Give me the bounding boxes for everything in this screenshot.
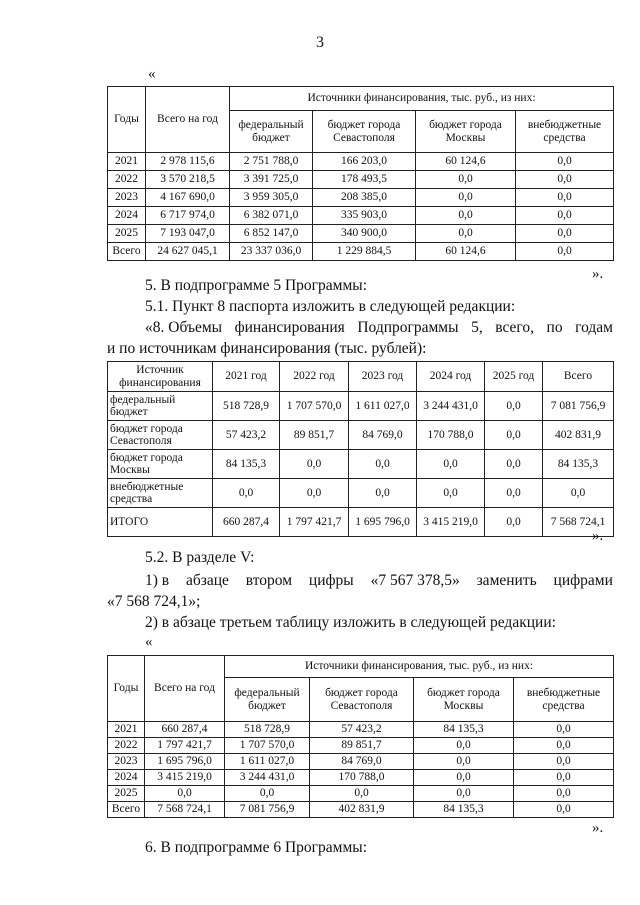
table-cell: 660 287,4 [145,722,225,738]
table-cell: 0,0 [414,770,514,786]
table-row [108,770,614,786]
table-cell: 0,0 [417,450,485,479]
table-row [108,754,614,770]
table-cell: 335 903,0 [313,207,416,225]
table-cell: 2 751 788,0 [230,153,313,171]
paragraph-8-line2: и по источникам финансирования (тыс. рублей): [107,340,427,357]
paragraph-5-2-2: 2) в абзаце третьем таблицу изложить в следующей редакции: [145,614,556,631]
table-cell: 2 978 115,6 [146,153,230,171]
header-2023: 2023 год [349,362,417,392]
table-cell: 7 568 724,1 [543,508,614,537]
quote-open-3: « [145,634,153,650]
row-label: 2024 [108,207,146,225]
word: абзаце [185,572,229,589]
word: всего, [495,319,534,336]
table-cell: 0,0 [280,479,349,508]
table-cell: 178 493,5 [313,171,416,189]
header-total: Всего на год [146,87,230,153]
table-cell: 57 423,2 [213,421,280,450]
table-cell: 23 337 036,0 [230,243,313,261]
table-cell: 6 852 147,0 [230,225,313,243]
row-label: 2025 [108,225,146,243]
header-2021: 2021 год [213,362,280,392]
row-label: федеральный бюджет [108,392,213,421]
word: «7 567 378,5» [370,572,460,589]
paragraph-6: 6. В подпрограмме 6 Программы: [145,839,367,856]
table-financing-subprogram5 [107,361,614,537]
table-cell: 24 627 045,1 [146,243,230,261]
row-label: 2023 [108,189,146,207]
table-row [108,189,614,207]
table-cell: 0,0 [514,786,614,802]
table-row [108,508,614,537]
word: цифры [308,572,354,589]
table-cell: 0,0 [280,450,349,479]
row-label: 2023 [108,754,145,770]
table-cell: 0,0 [516,207,614,225]
word: годам [575,319,613,336]
table-cell: 660 287,4 [213,508,280,537]
table-cell: 170 788,0 [310,770,414,786]
paragraph-5-2-1-line1 [145,571,613,591]
quote-open: « [148,66,156,82]
table-cell: 0,0 [516,171,614,189]
table-cell: 3 244 431,0 [417,392,485,421]
table-row [108,786,614,802]
header-years: Годы [108,87,146,153]
table-cell: 0,0 [414,754,514,770]
header-2022: 2022 год [280,362,349,392]
row-label: 2021 [108,153,146,171]
table-cell: 57 423,2 [310,722,414,738]
table-cell: 0,0 [349,450,417,479]
quote-close-2: ». [592,528,604,544]
header-moscow: бюджет города Москвы [416,111,516,153]
row-label: ИТОГО [108,508,213,537]
paragraph-8-line1 [145,318,613,338]
table-cell: 3 244 431,0 [225,770,310,786]
word: заменить [476,572,537,589]
table-cell: 1 797 421,7 [280,508,349,537]
paragraph-5-2: 5.2. В разделе V: [145,549,255,566]
table-row [108,243,614,261]
word: Подпрограммы [357,319,459,336]
table-cell: 89 851,7 [310,738,414,754]
table-cell: 1 695 796,0 [145,754,225,770]
table-cell: 7 568 724,1 [145,802,225,818]
header-moscow: бюджет города Москвы [414,678,514,722]
table-cell: 1 229 884,5 [313,243,416,261]
table-row [108,421,614,450]
table-cell: 0,0 [416,207,516,225]
table-row [108,802,614,818]
table-cell: 84 769,0 [310,754,414,770]
row-label: бюджет города Москвы [108,450,213,479]
paragraph-5: 5. В подпрограмме 5 Программы: [145,277,367,294]
table-cell: 60 124,6 [416,153,516,171]
row-label: 2022 [108,738,145,754]
table-cell: 4 167 690,0 [146,189,230,207]
table-cell: 84 135,3 [213,450,280,479]
header-2025: 2025 год [485,362,543,392]
table-cell: 0,0 [514,754,614,770]
table-cell: 3 415 219,0 [417,508,485,537]
table-cell: 1 611 027,0 [225,754,310,770]
table-cell: 0,0 [514,770,614,786]
table-cell: 0,0 [516,189,614,207]
row-label: 2025 [108,786,145,802]
table-cell: 0,0 [516,153,614,171]
table-cell: 0,0 [416,189,516,207]
table-cell: 3 570 218,5 [146,171,230,189]
row-label: внебюджетные средства [108,479,213,508]
table-cell: 0,0 [516,225,614,243]
word: по [546,319,563,336]
header-2024: 2024 год [417,362,485,392]
word: втором [245,572,293,589]
table-cell: 3 959 305,0 [230,189,313,207]
table-cell: 0,0 [145,786,225,802]
header-sevastopol: бюджет города Севастополя [313,111,416,153]
table-cell: 84 135,3 [414,722,514,738]
table-cell: 7 081 756,9 [225,802,310,818]
table-cell: 0,0 [416,225,516,243]
table-cell: 7 193 047,0 [146,225,230,243]
paragraph-5-2-1-line2: «7 568 724,1»; [107,593,201,610]
table-row [108,479,614,508]
table-cell: 7 081 756,9 [543,392,614,421]
table-cell: 0,0 [417,479,485,508]
header-years: Годы [108,656,145,722]
table-row [108,153,614,171]
table-cell: 0,0 [514,738,614,754]
word: цифрами [553,572,613,589]
header-extrabudget: внебюджетные средства [516,111,614,153]
header-extrabudget: внебюджетные средства [514,678,614,722]
table-cell: 0,0 [416,171,516,189]
table-cell: 340 900,0 [313,225,416,243]
table-row [108,207,614,225]
table-cell: 0,0 [213,479,280,508]
paragraph-5-1: 5.1. Пункт 8 паспорта изложить в следующей редакции: [145,298,516,315]
table-row [108,171,614,189]
row-label: 2021 [108,722,145,738]
word: 1) в [145,572,170,589]
table-cell: 0,0 [485,508,543,537]
row-label: Всего [108,802,145,818]
header-total: Всего [543,362,614,392]
table-cell: 0,0 [485,392,543,421]
table-cell: 170 788,0 [417,421,485,450]
header-sevastopol: бюджет города Севастополя [310,678,414,722]
table-cell: 3 415 219,0 [145,770,225,786]
table-cell: 60 124,6 [416,243,516,261]
header-sources: Источники финансирования, тыс. руб., из них: [230,87,614,111]
table-cell: 84 135,3 [543,450,614,479]
header-source: Источник финансирования [108,362,213,392]
table-cell: 0,0 [514,722,614,738]
table-cell: 402 831,9 [543,421,614,450]
table-cell: 0,0 [543,479,614,508]
table-financing-section5 [107,655,614,818]
table-cell: 6 382 071,0 [230,207,313,225]
table-cell: 518 728,9 [213,392,280,421]
table-cell: 0,0 [349,479,417,508]
table-cell: 0,0 [414,786,514,802]
table-row [108,722,614,738]
table-cell: 0,0 [310,786,414,802]
table-cell: 3 391 725,0 [230,171,313,189]
word: «8. Объемы [145,319,223,336]
table-cell: 0,0 [485,479,543,508]
quote-close: ». [592,266,604,282]
table-cell: 1 707 570,0 [225,738,310,754]
header-total: Всего на год [145,656,225,722]
table-cell: 89 851,7 [280,421,349,450]
table-cell: 84 769,0 [349,421,417,450]
table-cell: 0,0 [225,786,310,802]
table-row [108,225,614,243]
row-label: 2022 [108,171,146,189]
table-cell: 166 203,0 [313,153,416,171]
table-financing-program [107,86,614,261]
table-cell: 1 695 796,0 [349,508,417,537]
table-row [108,392,614,421]
word: 5, [471,319,483,336]
header-federal: федеральный бюджет [230,111,313,153]
row-label: бюджет города Севастополя [108,421,213,450]
row-label: 2024 [108,770,145,786]
table-cell: 0,0 [414,738,514,754]
quote-close-3: ». [592,820,604,836]
table-cell: 6 717 974,0 [146,207,230,225]
header-federal: федеральный бюджет [225,678,310,722]
page-number: 3 [316,34,324,51]
table-cell: 0,0 [516,243,614,261]
table-cell: 518 728,9 [225,722,310,738]
table-cell: 1 797 421,7 [145,738,225,754]
table-cell: 208 385,0 [313,189,416,207]
table-cell: 0,0 [485,421,543,450]
table-cell: 84 135,3 [414,802,514,818]
row-label: Всего [108,243,146,261]
table-row [108,450,614,479]
header-sources: Источники финансирования, тыс. руб., из них: [225,656,614,678]
table-cell: 402 831,9 [310,802,414,818]
table-cell: 1 707 570,0 [280,392,349,421]
word: финансирования [234,319,345,336]
table-cell: 0,0 [485,450,543,479]
table-row [108,738,614,754]
table-cell: 0,0 [514,802,614,818]
table-cell: 1 611 027,0 [349,392,417,421]
